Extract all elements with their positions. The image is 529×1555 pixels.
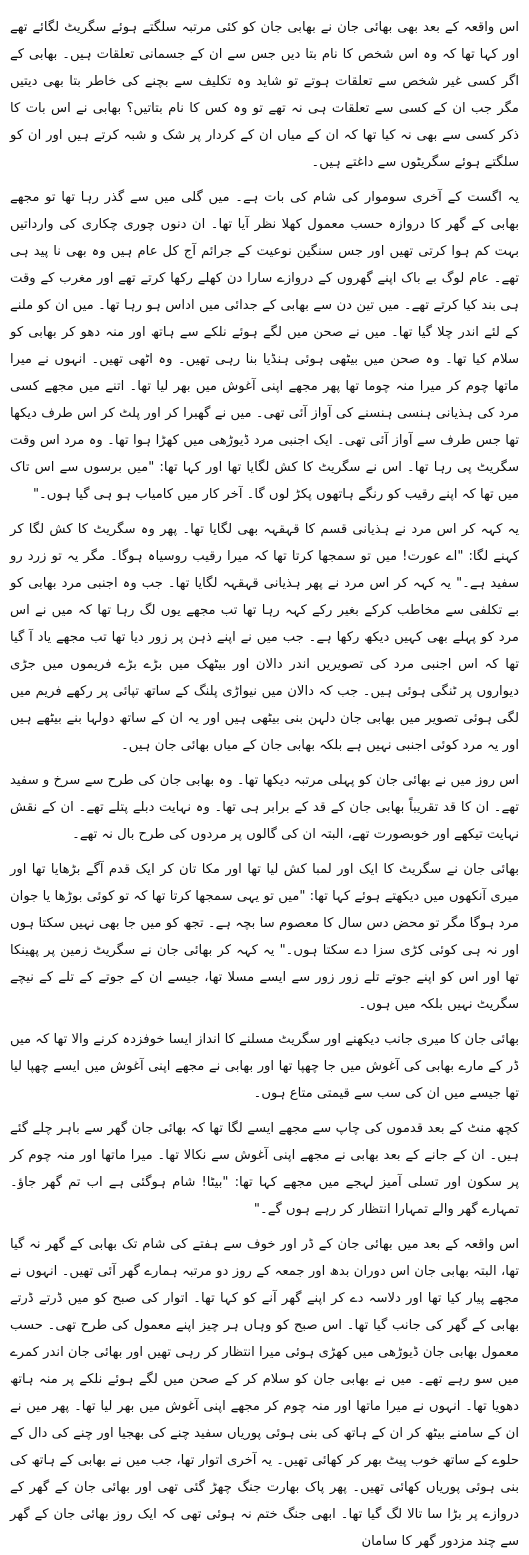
paragraph-3: یہ کہہ کر اس مرد نے ہذیانی قسم کا قہقہہ بھی لگایا تھا۔ پھر وہ سگریٹ کا کش لگا کر کہنے لگا: "اے عورت! میں تو سمجھا کرتا تھا کہ میرا رقیب روسیاہ ہوگا۔ مگر یہ تو زرد رو سفید ہے۔" یہ کہہ کر اس مرد نے پھر ہذیانی قہقہہ لگایا تھا۔ جب وہ اجنبی مرد بھابی کو بے تکلفی سے مخاطب کرکے بغیر رکے کہہ رہا تھا تب مجھے یوں لگ رہا تھا کہ میں نے اس مرد کو پہلے بھی کہیں دیکھ رکھا ہے۔ جب میں نے اپنے ذہن پر زور دیا تھا تب مجھے یاد آ گیا تھا کہ اس اجنبی مرد کی تصویریں اندر دالان اور بیٹھک میں بڑے بڑے فریموں میں جڑی دیواروں پر ٹنگی ہوئی ہیں۔ جب کہ دالان میں نیواڑی پلنگ کے ساتھ تپائی پر رکھے فریم میں لگی ہوئی تصویر میں بھابی جان دلہن بنی بیٹھی ہیں اور یہ ان کے ساتھ دولہا بنے بیٹھے ہیں اور یہ مرد کوئی اجنبی نہیں ہے بلکہ بھابی جان کے میاں بھائی جان ہیں۔ bbox=[10, 522, 519, 753]
paragraph-5: بھائی جان نے سگریٹ کا ایک اور لمبا کش لیا تھا اور مکا تان کر ایک قدم آگے بڑھایا تھا اور میری آنکھوں میں دیکھتے ہوئے کہا تھا: "میں تو یہی سمجھا کرتا تھا کہ تو کوئی بوڑھا یا جوان مرد ہوگا مگر تو محض دس سال کا معصوم سا بچہ ہے۔ تجھ کو میں جا بھی نہیں سکتا ہوں اور نہ ہی کوئی کڑی سزا دے سکتا ہوں۔" یہ کہہ کر بھائی جان نے سگریٹ زمین پر پھینکا تھا اور اس کو اپنے جوتے تلے زور زور سے ایسے مسلا تھا، جیسے ان کے جوتے کے تلے کے نیچے سگریٹ نہیں بلکہ میں ہوں۔ bbox=[10, 862, 519, 1012]
paragraph-2: یہ اگست کے آخری سوموار کی شام کی بات ہے۔ میں گلی میں سے گذر رہا تھا تو مجھے بھابی کے گھر کا دروازہ حسب معمول کھلا نظر آیا تھا۔ ان دنوں چوری چکاری کی وارداتیں بہت کم ہوا کرتی تھیں اور جس سنگین نوعیت کے جرائم آج کل عام ہیں وہ بھی نا پید ہی تھے۔ عام لوگ بے باک اپنے گھروں کے دروازے سارا دن کھلے رکھا کرتے تھے اور مغرب کے وقت ہی بند کیا کرتے تھے۔ میں تین دن سے بھابی کے جدائی میں اداس ہو رہا تھا۔ میں ان کو ملنے کے لئے اندر چلا گیا تھا۔ میں نے صحن میں لگے ہوئے نلکے سے ہاتھ اور منہ دھو کر بھابی کو سلام کیا تھا۔ وہ صحن میں بیٹھی ہوئی ہنڈیا بنا رہی تھیں۔ وہ اٹھی تھیں۔ انہوں نے میرا ماتھا چوم کر میرا منہ چوما تھا پھر مجھے اپنی آغوش میں بھر لیا تھا۔ اتنے میں مجھے کسی مرد کی ہذیانی ہنسی ہنسنے کی آواز آئی تھی۔ میں نے گھبرا کر اور پلٹ کر اس طرف دیکھا تھا جس طرف سے آواز آئی تھی۔ ایک اجنبی مرد ڈیوڑھی میں کھڑا ہوا تھا۔ وہ مرد اس وقت سگریٹ پی رہا تھا۔ اس نے سگریٹ کا کش لگایا تھا اور کہا تھا: "میں برسوں سے اس تاک میں تھا کہ اپنے رقیب کو رنگے ہاتھوں پکڑ لوں گا۔ آخر کار میں کامیاب ہو ہی گیا ہوں۔" bbox=[10, 190, 519, 502]
paragraph-1: اس واقعہ کے بعد بھی بھائی جان نے بھابی جان کو کئی مرتبہ سلگتے ہوئے سگریٹ لگائے تھے اور کہا تھا کہ وہ اس شخص کا نام بتا دیں جس سے ان کے جسمانی تعلقات ہیں۔ بھابی کے اگر کسی غیر شخص سے تعلقات ہوتے تو شاید وہ تکلیف سے بچنے کی خاطر بتا بھی دیتیں مگر جب ان کے کسی سے تعلقات ہی نہ تھے تو وہ کس کا نام بتاتیں؟ بھابی نے اس بات کا ذکر کسی سے بھی نہ کیا تھا کہ ان کے میاں ان کے کردار پر شک و شبہ کرتے ہیں اور ان کو سلگتے ہوئے سگریٹوں سے داغتے ہیں۔ bbox=[10, 20, 519, 170]
paragraph-8: اس واقعہ کے بعد میں بھائی جان کے ڈر اور خوف سے ہفتے کی شام تک بھابی کے گھر نہ گیا تھا، البتہ بھابی جان اس دوران بدھ اور جمعہ کے روز دو مرتبہ ہمارے گھر آئی تھیں۔ انہوں نے مجھے پیار کیا تھا اور دلاسہ دے کر اپنے گھر آنے کو کہا تھا۔ اتوار کی صبح کو میں ڈرتے ڈرتے بھابی کے گھر کی جانب گیا تھا۔ اس صبح کو وہاں ہر چیز اپنے معمول کی طرح تھی۔ حسب معمول بھابی جان ڈیوڑھی میں کھڑی ہوئی میرا انتظار کر رہی تھیں اور بھائی جان اندر کمرے میں سو رہے تھے۔ میں نے بھابی جان کو سلام کر کے صحن میں لگے ہوئے نلکے پر منہ ہاتھ دھویا تھا۔ انہوں نے میرا ماتھا اور منہ چوم کر مجھے اپنی آغوش میں بھر لیا تھا۔ پھر میں نے ان کے سامنے بیٹھ کر ان کے ہاتھ کی بنی ہوئی پوریاں سفید چنے کی بھجیا اور چنے کی دال کے حلوے کے ساتھ خوب پیٹ بھر کر کھائی تھیں۔ یہ آخری اتوار تھا، جب میں نے بھابی کے ہاتھ کی بنی ہوئی پوریاں کھائی تھیں۔ پھر پاک بھارت جنگ چھڑ گئی تھی اور بھائی جان کے گھر کے دروازے پر بڑا سا تالا لگ گیا تھا۔ ابھی جنگ ختم نہ ہوئی تھی کہ ایک روز بھائی جان کے گھر سے چند مزدور گھر کا سامان bbox=[10, 1237, 519, 1549]
paragraph-7: کچھ منٹ کے بعد قدموں کی چاپ سے مجھے ایسے لگا تھا کہ بھائی جان گھر سے باہر چلے گئے ہیں۔ ان کے جانے کے بعد بھابی نے مجھے اپنی آغوش سے نکالا تھا۔ میرا ماتھا اور منہ چوم کر پر سکون اور تسلی آمیز لہجے میں مجھے کہا تھا: "بیٹا! شام ہوگئی ہے اب تم گھر جاؤ۔ تمہارے گھر والے تمہارا انتظار کر رہے ہوں گے۔" bbox=[10, 1121, 519, 1217]
paragraph-4: اس روز میں نے بھائی جان کو پہلی مرتبہ دیکھا تھا۔ وہ بھابی جان کی طرح سے سرخ و سفید تھے۔ ان کا قد تقریباً بھابی جان کے قد کے برابر ہی تھا۔ وہ نہایت دبلے پتلے تھے۔ ان کے نقش نہایت تیکھے اور خوبصورت تھے، البتہ ان کی گالوں پر مردوں کی طرح بال نہ تھے۔ bbox=[10, 773, 519, 842]
paragraph-6: بھائی جان کا میری جانب دیکھنے اور سگریٹ مسلنے کا انداز ایسا خوفزدہ کرنے والا تھا کہ میں ڈر کے مارے بھابی کی آغوش میں جا چھپا تھا اور بھابی نے مجھے اپنی آغوش میں ایسے چھپا لیا تھا جیسے میں ان کی سب سے قیمتی متاع ہوں۔ bbox=[10, 1032, 519, 1101]
